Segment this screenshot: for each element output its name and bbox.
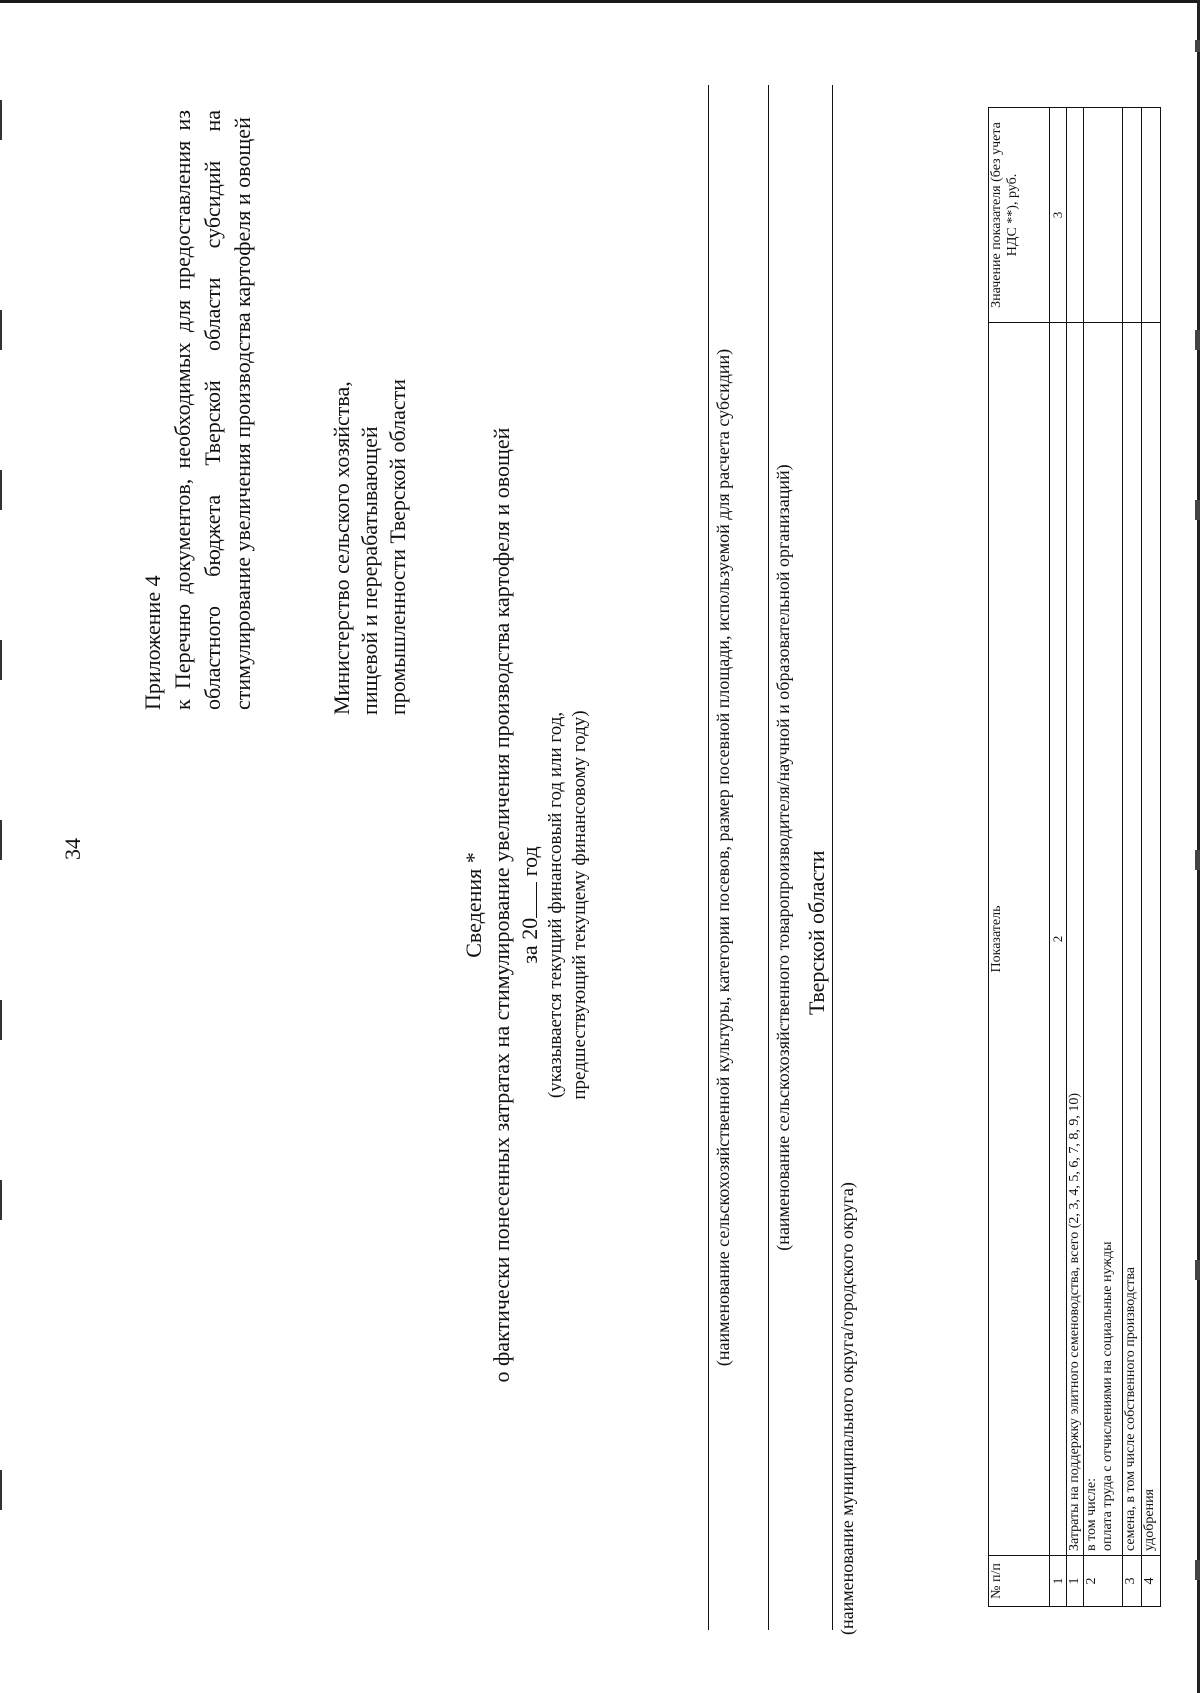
row-label: удобрения — [1142, 323, 1161, 1556]
scan-mark — [1195, 1560, 1200, 1580]
scan-mark — [0, 1470, 2, 1510]
costs-table — [988, 107, 1161, 1607]
crop-field-caption: (наименование сельскохозяйственной культуры, категории посевов, размер посевной площади, используемой для расчета субсидии) — [713, 348, 733, 1367]
row-num: 3 — [1123, 1556, 1142, 1607]
appendix-body: к Перечню документов, необходимых для предоставления из областного бюджета Тверской области субсидий на стимулирование увеличения производства картофеля и овощей — [170, 110, 255, 710]
ministry-line: Министерство сельского хозяйства, — [329, 381, 354, 715]
period-note: (указывается текущий финансовый год или год, — [545, 711, 566, 1099]
scan-mark — [0, 1000, 2, 1040]
row-value[interactable] — [1123, 108, 1142, 323]
header-value: Значение показателя (без учета НДС **), руб. — [989, 108, 1050, 323]
scan-mark — [1195, 500, 1200, 520]
ministry-line: пищевой и перерабатывающей — [357, 426, 382, 715]
scan-mark — [0, 100, 2, 140]
row-label: Затраты на поддержку элитного семеноводства, всего (2, 3, 4, 5, 6, 7, 8, 9, 10) — [1067, 323, 1084, 1556]
scan-edge-top — [0, 0, 1200, 3]
scan-mark — [1195, 40, 1200, 52]
page-number: 34 — [60, 838, 85, 860]
scan-mark — [1195, 1260, 1200, 1280]
header-num: № п/п — [989, 1556, 1050, 1607]
producer-field-caption: (наименование сельскохозяйственного товаропроизводителя/научной и образовательной организаций) — [773, 464, 793, 1251]
table-row — [1142, 108, 1161, 1607]
row-num: 2 — [1084, 1556, 1123, 1607]
scan-mark — [0, 1180, 2, 1220]
row-num: 1 — [1067, 1556, 1084, 1607]
table-row — [1067, 108, 1084, 1607]
document-subtitle: о фактически понесенных затратах на стимулирование увеличения производства картофеля и овощей — [489, 427, 514, 1383]
appendix-title: Приложение 4 — [140, 575, 165, 710]
ministry-address — [328, 335, 412, 715]
crop-field-line[interactable] — [708, 85, 709, 1630]
index-row — [1050, 108, 1067, 1607]
index-cell: 1 — [1050, 1556, 1067, 1607]
scan-mark — [1195, 330, 1200, 350]
index-cell: 3 — [1050, 108, 1067, 323]
scan-mark — [0, 640, 2, 680]
scan-mark — [0, 470, 2, 510]
index-cell: 2 — [1050, 323, 1067, 1556]
header-indicator: Показатель — [989, 323, 1050, 1556]
row-value[interactable] — [1084, 108, 1123, 323]
scan-mark — [1195, 850, 1200, 870]
row-label: семена, в том числе собственного производства — [1123, 323, 1142, 1556]
year-blank[interactable] — [518, 882, 537, 918]
region-value: Тверской области — [804, 850, 829, 1015]
row-num: 4 — [1142, 1556, 1161, 1607]
period-prefix: за 20 — [517, 917, 542, 964]
period-suffix: год — [517, 846, 542, 877]
row-label — [1084, 323, 1123, 1556]
table-row — [1084, 108, 1123, 1607]
scan-mark — [0, 310, 2, 350]
row-value[interactable] — [1067, 108, 1084, 323]
producer-field-line[interactable] — [768, 85, 769, 1630]
row-value[interactable] — [1142, 108, 1161, 323]
document-page — [100, 90, 1157, 1635]
municipality-field-caption: (наименование муниципального округа/городского округа) — [837, 1182, 857, 1635]
row-label-text: оплата труда с отчислениями на социальные нужды — [1100, 1241, 1115, 1551]
document-heading — [460, 355, 592, 1455]
row-label-prefix: в том числе: — [1084, 1478, 1099, 1551]
period-note: предшествующий текущему финансовому году) — [569, 710, 590, 1100]
ministry-line: промышленности Тверской области — [385, 378, 410, 715]
period-line — [516, 355, 544, 1455]
document-title: Сведения * — [461, 852, 486, 958]
table-row — [1123, 108, 1142, 1607]
appendix-block — [138, 110, 258, 710]
municipality-field-line[interactable] — [832, 85, 833, 1630]
scan-mark — [0, 820, 2, 860]
